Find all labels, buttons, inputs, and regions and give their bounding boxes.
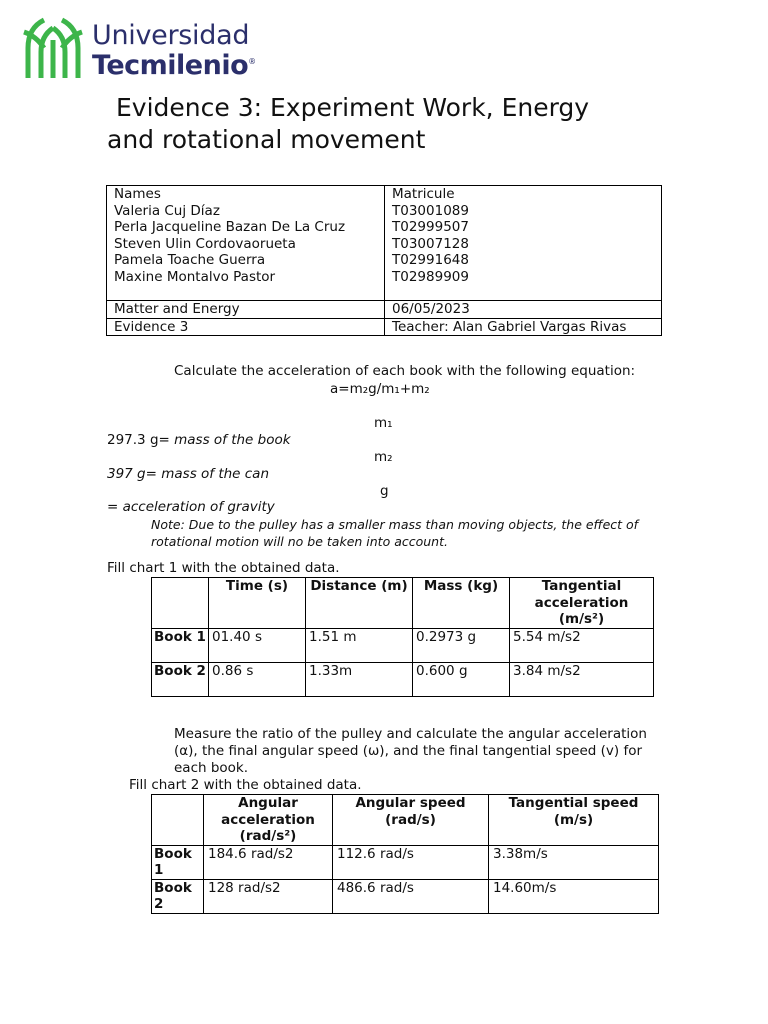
title-line-1: Evidence 3: Experiment Work, Energy xyxy=(116,93,590,122)
logo-text-universidad: Universidad xyxy=(92,20,250,51)
table-row xyxy=(152,628,654,662)
column-header: Tangential acceleration (m/s²) xyxy=(510,578,654,629)
equation-intro: Calculate the acceleration of each book with the following equation: xyxy=(174,363,636,379)
names-cell xyxy=(107,186,385,301)
chart2-caption: Fill chart 2 with the obtained data. xyxy=(129,777,362,793)
table-cell: 1.33m xyxy=(306,662,413,696)
table-cell: 112.6 rad/s xyxy=(333,845,489,879)
member-id: T03001089 xyxy=(392,202,469,219)
chart1-caption: Fill chart 1 with the obtained data. xyxy=(107,560,340,576)
column-header xyxy=(152,795,204,846)
measure-line: Measure the ratio of the pulley and calculate the angular acceleration xyxy=(174,726,647,742)
measure-line: (α), the final angular speed (ω), and the final tangential speed (v) for xyxy=(174,743,643,759)
m2-description: 397 g= mass of the can xyxy=(107,466,270,482)
names-header: Names xyxy=(114,186,161,202)
row-label: Book 1 xyxy=(152,628,209,662)
table-row xyxy=(107,186,662,301)
measure-line: each book. xyxy=(174,760,249,776)
university-logo xyxy=(22,14,262,84)
table-cell: 0.2973 g xyxy=(413,628,510,662)
table-cell: 3.38m/s xyxy=(489,845,659,879)
matricule-header: Matricule xyxy=(392,186,455,202)
table-cell: 0.86 s xyxy=(209,662,306,696)
table-cell: 14.60m/s xyxy=(489,879,659,913)
row-label: Book 2 xyxy=(152,662,209,696)
table-row xyxy=(152,845,659,879)
m1-symbol: m₁ xyxy=(374,415,393,431)
member-name: Pamela Toache Guerra xyxy=(114,252,266,268)
equation-formula: a=m₂g/m₁+m₂ xyxy=(330,381,430,397)
evidence-cell: Evidence 3 xyxy=(107,318,385,336)
pulley-note xyxy=(151,516,638,550)
member-name: Maxine Montalvo Pastor xyxy=(114,268,276,285)
column-header: Distance (m) xyxy=(306,578,413,629)
subject-cell: Matter and Energy xyxy=(107,301,385,319)
column-header: Tangential speed (m/s) xyxy=(489,795,659,846)
member-id: T02989909 xyxy=(392,268,469,285)
logo-mark-icon xyxy=(22,14,84,80)
measure-instructions xyxy=(174,726,647,777)
table-row xyxy=(152,879,659,913)
table-cell: 01.40 s xyxy=(209,628,306,662)
logo-text-tecmilenio: Tecmilenio® xyxy=(92,50,256,81)
table-cell: 5.54 m/s2 xyxy=(510,628,654,662)
member-id: T03007128 xyxy=(392,235,469,252)
teacher-cell: Teacher: Alan Gabriel Vargas Rivas xyxy=(385,318,662,336)
m2-symbol: m₂ xyxy=(374,449,393,465)
column-header xyxy=(152,578,209,629)
table-header-row xyxy=(152,578,654,629)
table-cell: 1.51 m xyxy=(306,628,413,662)
table-cell: 128 rad/s2 xyxy=(204,879,333,913)
table-row xyxy=(107,318,662,336)
table-cell: 3.84 m/s2 xyxy=(510,662,654,696)
note-line: rotational motion will no be taken into account. xyxy=(151,534,448,549)
team-info-table xyxy=(106,185,662,336)
table-header-row xyxy=(152,795,659,846)
column-header: Angular speed (rad/s) xyxy=(333,795,489,846)
member-id: T02991648 xyxy=(392,252,469,268)
g-description: = acceleration of gravity xyxy=(107,499,275,515)
column-header: Angular acceleration (rad/s²) xyxy=(204,795,333,846)
page-title xyxy=(107,92,667,156)
g-symbol: g xyxy=(380,483,389,499)
matricule-cell xyxy=(385,186,662,301)
date-cell: 06/05/2023 xyxy=(385,301,662,319)
table-cell: 184.6 rad/s2 xyxy=(204,845,333,879)
row-label: Book 2 xyxy=(152,879,204,913)
chart1-table xyxy=(151,577,654,697)
table-cell: 0.600 g xyxy=(413,662,510,696)
table-cell: 486.6 rad/s xyxy=(333,879,489,913)
title-line-2: and rotational movement xyxy=(107,125,426,154)
member-name: Perla Jacqueline Bazan De La Cruz xyxy=(114,219,346,235)
column-header: Mass (kg) xyxy=(413,578,510,629)
row-label: Book 1 xyxy=(152,845,204,879)
table-row xyxy=(107,301,662,319)
member-name: Steven Ulin Cordovaorueta xyxy=(114,235,296,252)
member-name: Valeria Cuj Díaz xyxy=(114,202,220,219)
member-id: T02999507 xyxy=(392,219,469,235)
chart2-table xyxy=(151,794,659,914)
m1-description: 297.3 g= mass of the book xyxy=(107,432,291,448)
column-header: Time (s) xyxy=(209,578,306,629)
note-line: Note: Due to the pulley has a smaller mass than moving objects, the effect of xyxy=(151,517,639,532)
table-row xyxy=(152,662,654,696)
